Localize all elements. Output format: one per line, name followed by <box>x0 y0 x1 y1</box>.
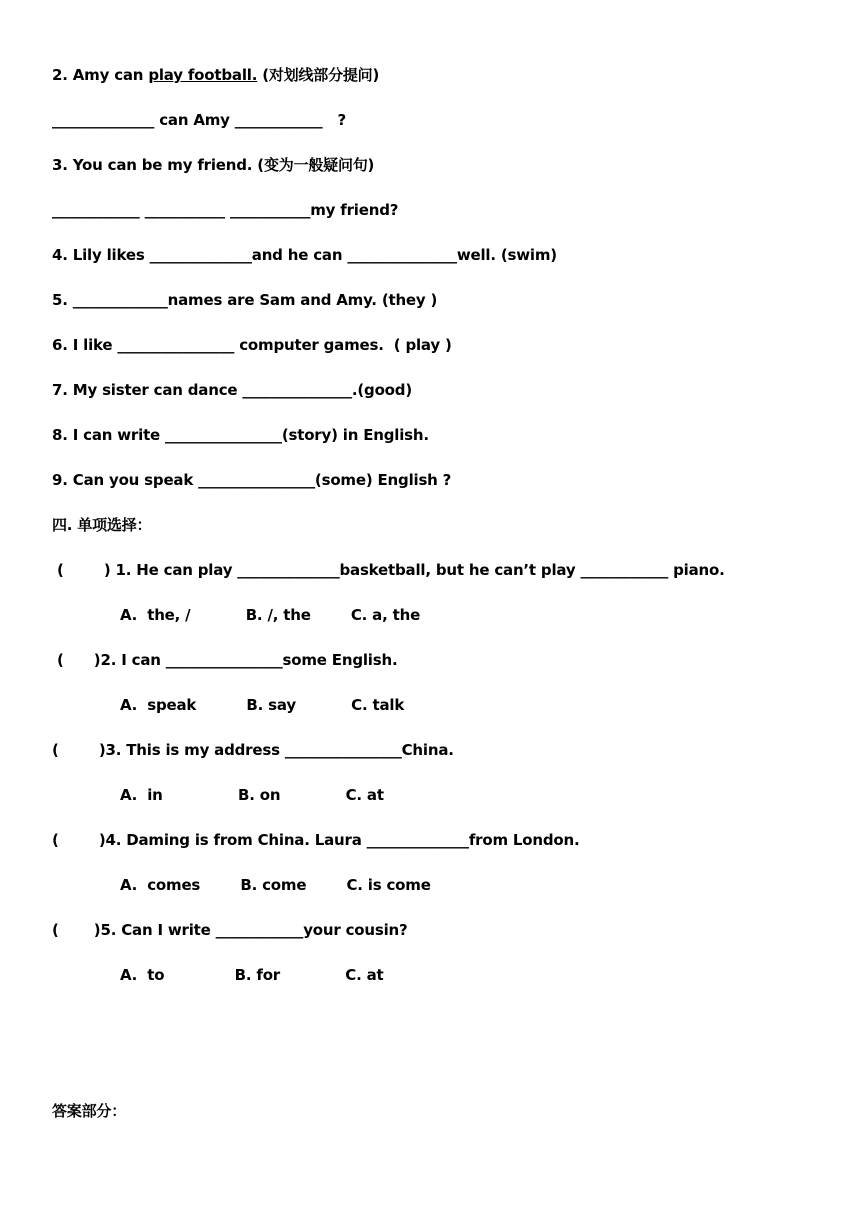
question-6: 6. I like ________________ computer games. ( play ) <box>52 336 452 354</box>
mc-question-1-options: A. the, / B. /, the C. a, the <box>120 606 421 624</box>
question-2-instruction: (对划线部分提问) <box>257 66 380 84</box>
mc-question-3: ( )3. This is my address ________________China. <box>52 741 454 759</box>
question-8: 8. I can write ________________(story) in English. <box>52 426 429 444</box>
question-7: 7. My sister can dance _______________.(good) <box>52 381 412 399</box>
mc-question-5-options: A. to B. for C. at <box>120 966 384 984</box>
question-4: 4. Lily likes ______________and he can _______________well. (swim) <box>52 246 557 264</box>
mc-question-2: ( )2. I can ________________some English. <box>52 651 398 669</box>
question-3-answer-blanks: ____________ ___________ ___________my friend? <box>52 201 399 219</box>
question-2-prefix: 2. Amy can <box>52 66 149 84</box>
answers-heading: 答案部分： <box>52 1102 127 1120</box>
question-2-answer-blanks: ______________ can Amy ____________ ? <box>52 111 346 129</box>
question-5: 5. _____________names are Sam and Amy. (they ) <box>52 291 438 309</box>
question-3: 3. You can be my friend. (变为一般疑问句) <box>52 156 375 174</box>
section-heading-multiple-choice: 四. 单项选择： <box>52 516 152 534</box>
mc-question-4: ( )4. Daming is from China. Laura ______________from London. <box>52 831 580 849</box>
question-2 <box>52 65 379 85</box>
question-2-underlined-phrase: play football. <box>148 66 258 84</box>
mc-question-5: ( )5. Can I write ____________your cousin? <box>52 921 408 939</box>
mc-question-4-options: A. comes B. come C. is come <box>120 876 431 894</box>
mc-question-2-options: A. speak B. say C. talk <box>120 696 405 714</box>
mc-question-3-options: A. in B. on C. at <box>120 786 384 804</box>
question-9: 9. Can you speak ________________(some) English ? <box>52 471 452 489</box>
mc-question-1: ( ) 1. He can play ______________basketball, but he can’t play ____________ piano. <box>52 561 725 579</box>
